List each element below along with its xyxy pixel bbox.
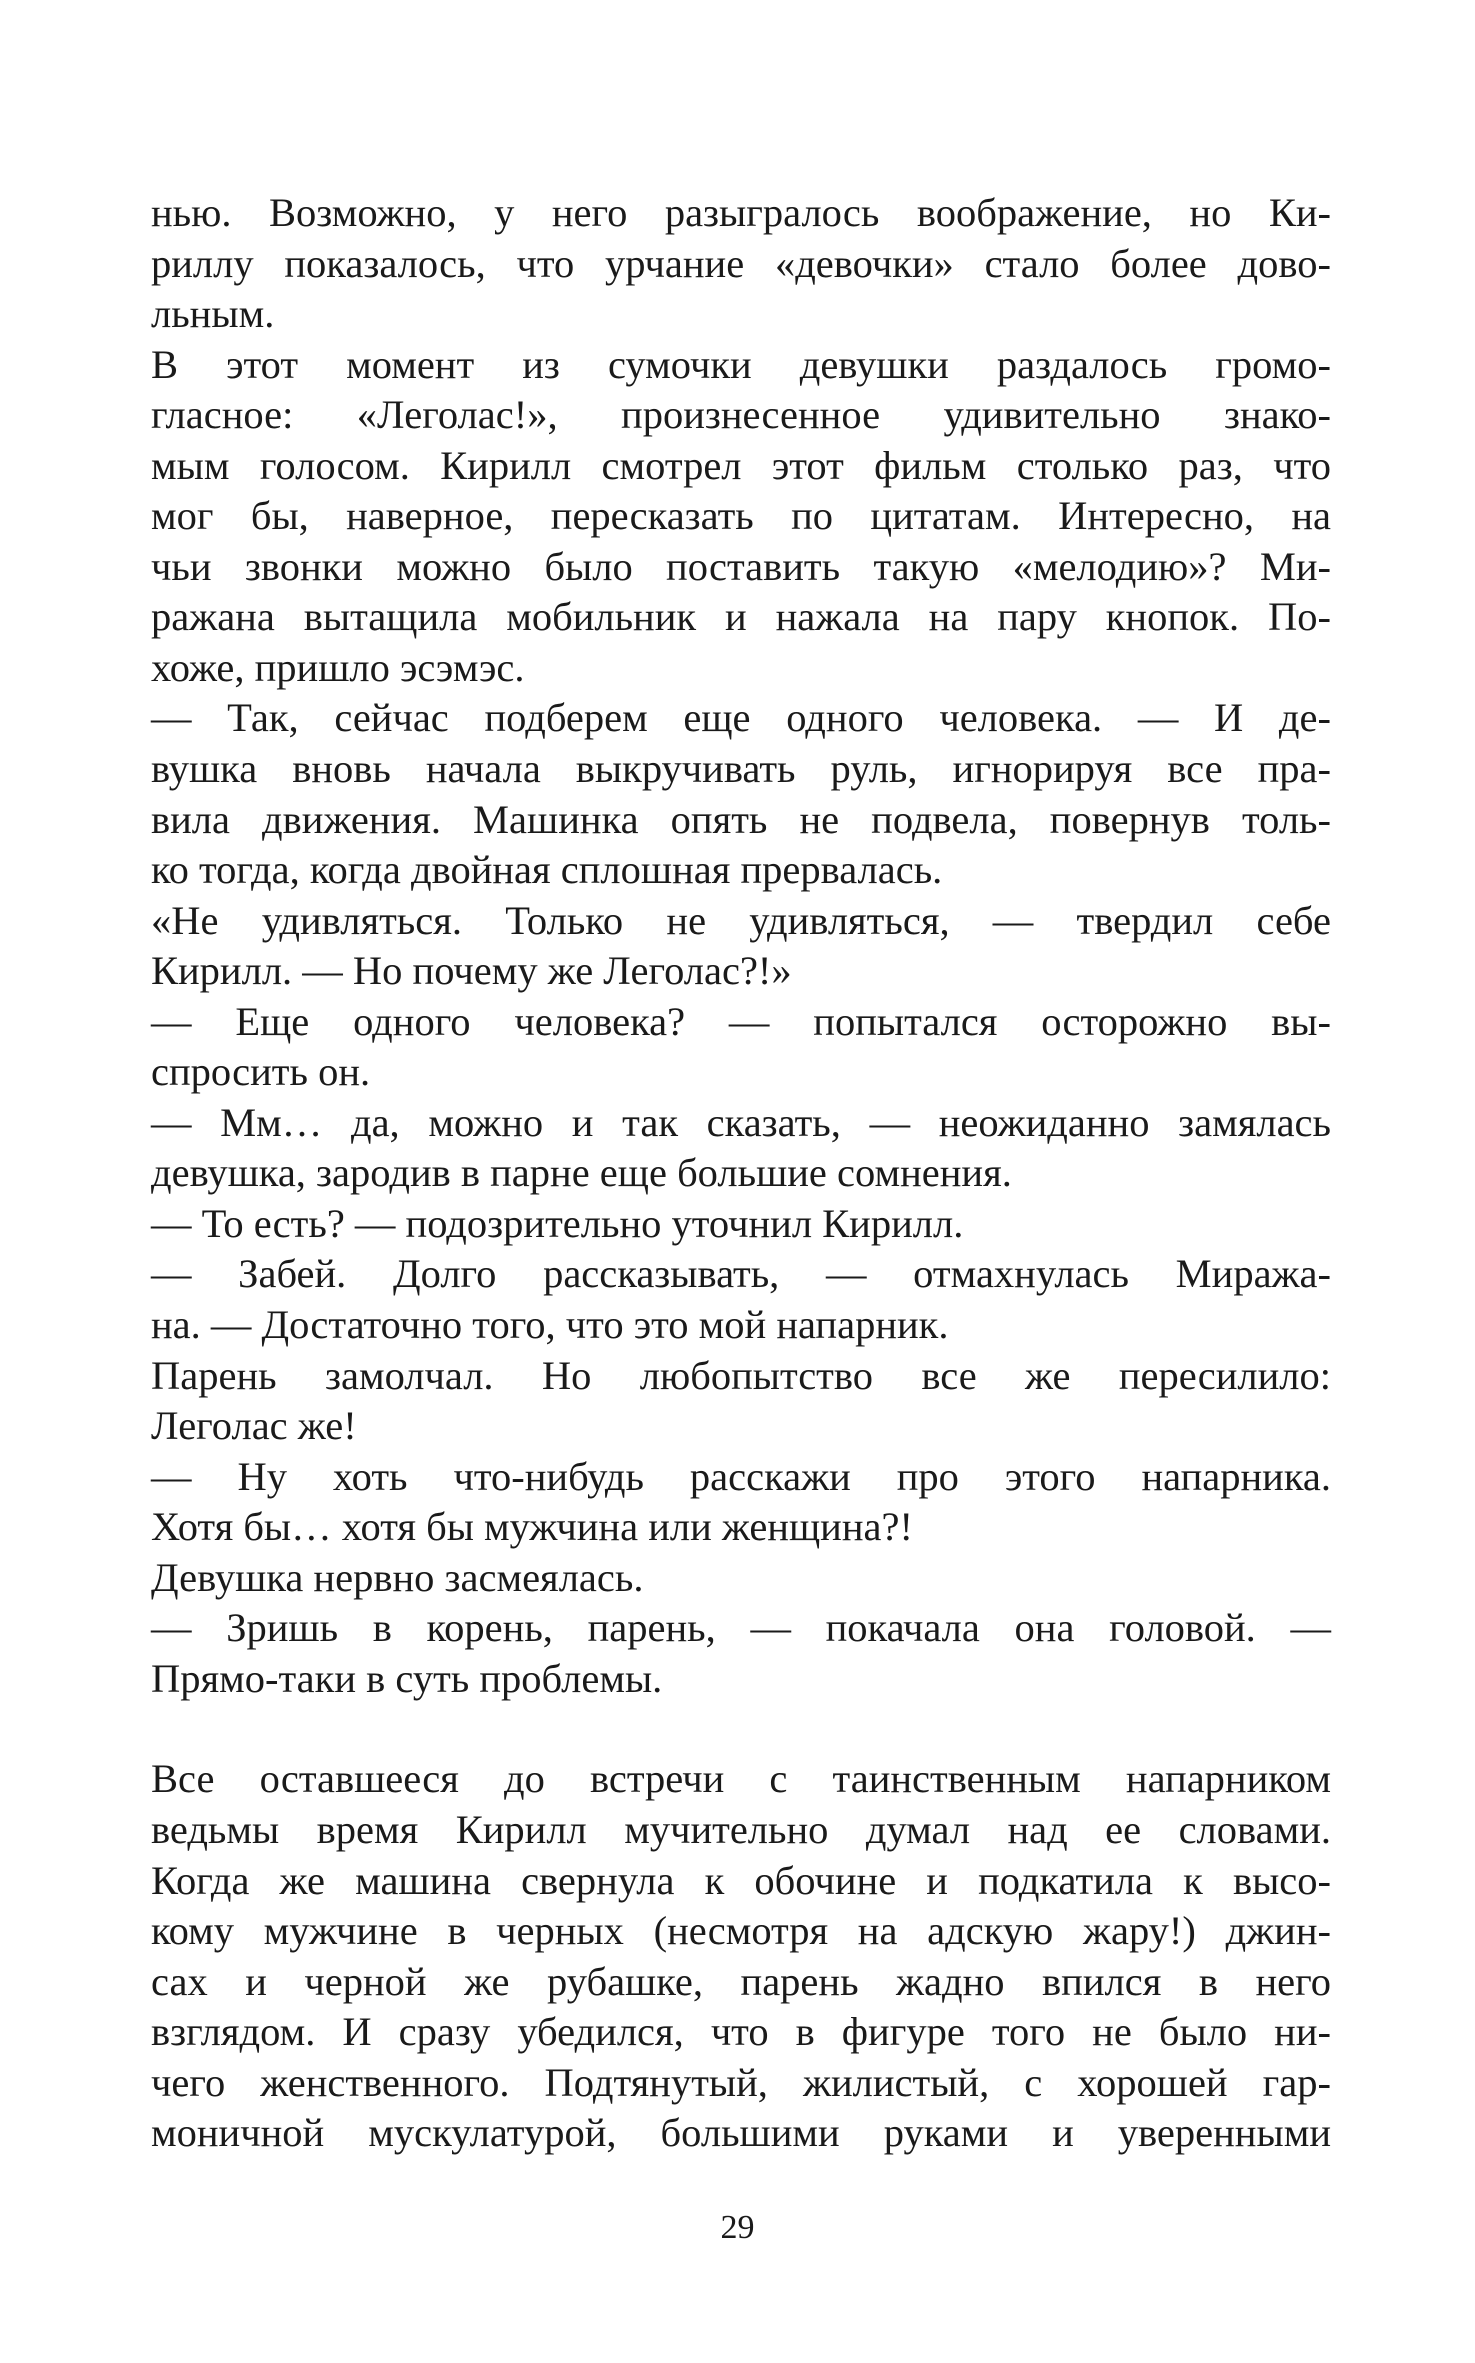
text-line: вила движения. Машинка опять не подвела, повернув толь- [151, 796, 1331, 842]
text-line: спросить он. [151, 1049, 371, 1095]
text-line: В этот момент из сумочки девушки раздалось громо- [151, 341, 1331, 387]
text-line: «Не удивляться. Только не удивляться, — твердил себе [151, 897, 1331, 943]
text-line: гласное: «Леголас!», произнесенное удивительно знако- [151, 392, 1331, 438]
section-break [151, 1704, 1331, 1754]
text-line: хоже, пришло эсэмэс. [151, 644, 525, 690]
text-block-after-break [151, 1754, 1331, 2158]
text-line: — Еще одного человека? — попытался осторожно вы- [151, 998, 1331, 1044]
text-line: Леголас же! [151, 1403, 357, 1449]
text-line: Девушка нервно засмеялась. [151, 1554, 644, 1600]
text-line: мог бы, наверное, пересказать по цитатам. Интересно, на [151, 493, 1331, 539]
text-line: чьи звонки можно было поставить такую «мелодию»? Ми- [151, 543, 1331, 589]
text-line: девушка, зародив в парне еще большие сомнения. [151, 1150, 1012, 1196]
text-line: вушка вновь начала выкручивать руль, игнорируя все пра- [151, 746, 1331, 792]
text-line: — Ну хоть что-нибудь расскажи про этого напарника. [151, 1453, 1331, 1499]
text-line: сах и черной же рубашке, парень жадно впился в него [151, 1958, 1331, 2004]
text-line: ражана вытащила мобильник и нажала на пару кнопок. По- [151, 594, 1331, 640]
text-line: Парень замолчал. Но любопытство все же пересилило: [151, 1352, 1331, 1398]
text-line: — Так, сейчас подберем еще одного человека. — И де- [151, 695, 1331, 741]
page-body [151, 188, 1331, 2159]
text-line: — Забей. Долго рассказывать, — отмахнулась Миража- [151, 1251, 1331, 1297]
text-line: на. — Достаточно того, что это мой напарник. [151, 1302, 949, 1348]
text-line: льным. [151, 291, 275, 337]
text-line: риллу показалось, что урчание «девочки» стало более дово- [151, 240, 1331, 286]
text-line: Все оставшееся до встречи с таинственным напарником [151, 1756, 1331, 1802]
text-block-before-break [151, 188, 1331, 1704]
text-line: Прямо-таки в суть проблемы. [151, 1655, 663, 1701]
text-line: — Зришь в корень, парень, — покачала она головой. — [151, 1605, 1331, 1651]
text-line: Кирилл. — Но почему же Леголас?!» [151, 948, 792, 994]
text-line: моничной мускулатурой, большими руками и уверенными [151, 2110, 1331, 2156]
text-line: ведьмы время Кирилл мучительно думал над ее словами. [151, 1806, 1331, 1852]
text-line: Когда же машина свернула к обочине и подкатила к высо- [151, 1857, 1331, 1903]
text-line: чего женственного. Подтянутый, жилистый, с хорошей гар- [151, 2059, 1331, 2105]
text-line: кому мужчине в черных (несмотря на адскую жару!) джин- [151, 1908, 1331, 1954]
text-line: мым голосом. Кирилл смотрел этот фильм столько раз, что [151, 442, 1331, 488]
text-line: взглядом. И сразу убедился, что в фигуре того не было ни- [151, 2009, 1331, 2055]
text-line: Хотя бы… хотя бы мужчина или женщина?! [151, 1504, 913, 1550]
text-line: — То есть? — подозрительно уточнил Кирилл. [151, 1200, 964, 1246]
text-line: ко тогда, когда двойная сплошная прервалась. [151, 847, 943, 893]
text-line: нью. Возможно, у него разыгралось воображение, но Ки- [151, 190, 1331, 235]
text-line: — Мм… да, можно и так сказать, — неожиданно замялась [151, 1099, 1331, 1145]
page-number: 29 [720, 2209, 755, 2246]
